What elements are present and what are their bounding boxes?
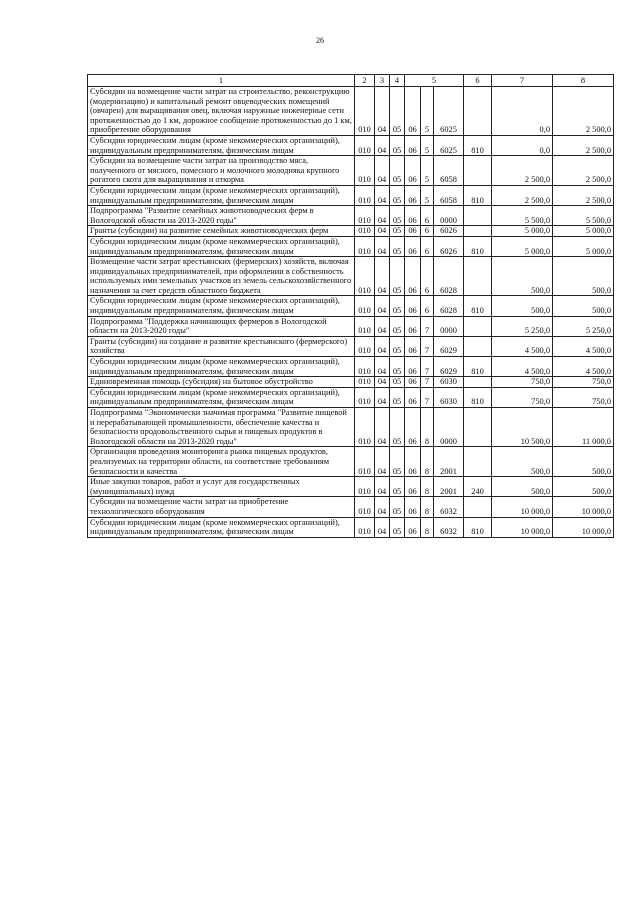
section-code: 04 [375, 236, 390, 256]
target-code-item: 6029 [434, 357, 464, 377]
target-code-item: 6030 [434, 387, 464, 407]
target-code-program: 06 [405, 226, 421, 237]
target-code-item: 0000 [434, 316, 464, 336]
subsection-code: 05 [390, 387, 405, 407]
page-number: 26 [316, 36, 324, 45]
table-row [88, 257, 614, 296]
target-code-item: 6030 [434, 377, 464, 388]
subsection-code: 05 [390, 236, 405, 256]
section-code: 04 [375, 336, 390, 356]
amount-2014: 500,0 [492, 447, 553, 477]
amount-2015: 4 500,0 [553, 336, 614, 356]
subsection-code: 05 [390, 316, 405, 336]
section-code: 04 [375, 408, 390, 447]
expense-type-code [464, 257, 492, 296]
section-code: 04 [375, 257, 390, 296]
amount-2015: 11 000,0 [553, 408, 614, 447]
budget-table [87, 74, 614, 538]
subsection-code: 05 [390, 206, 405, 226]
subsection-code: 05 [390, 517, 405, 537]
target-code-subprogram: 7 [421, 387, 434, 407]
table-row [88, 135, 614, 155]
row-name: Подпрограмма "Экономически значимая программа "Развитие пищевой и перерабатывающей промышленности, обеспечение качества и безопасности продовольственного сырья и пищевых продуктов в Вологодской области на 2013-2020 годы" [88, 408, 355, 447]
chapter-code: 010 [355, 387, 375, 407]
target-code-item: 2001 [434, 477, 464, 497]
target-code-item: 6032 [434, 517, 464, 537]
section-code: 04 [375, 316, 390, 336]
section-code: 04 [375, 206, 390, 226]
target-code-program: 06 [405, 408, 421, 447]
target-code-program: 06 [405, 316, 421, 336]
chapter-code: 010 [355, 135, 375, 155]
chapter-code: 010 [355, 257, 375, 296]
header-col-3: 3 [375, 75, 390, 87]
chapter-code: 010 [355, 226, 375, 237]
chapter-code: 010 [355, 377, 375, 388]
target-code-item: 6029 [434, 336, 464, 356]
row-name: Субсидии на возмещение части затрат на приобретение технологического оборудования [88, 497, 355, 517]
expense-type-code [464, 497, 492, 517]
target-code-subprogram: 8 [421, 517, 434, 537]
target-code-item: 0000 [434, 408, 464, 447]
subsection-code: 05 [390, 447, 405, 477]
target-code-subprogram: 6 [421, 226, 434, 237]
section-code: 04 [375, 135, 390, 155]
target-code-subprogram: 7 [421, 377, 434, 388]
expense-type-code [464, 156, 492, 186]
expense-type-code: 810 [464, 185, 492, 205]
subsection-code: 05 [390, 226, 405, 237]
expense-type-code: 810 [464, 296, 492, 316]
expense-type-code: 810 [464, 135, 492, 155]
target-code-subprogram: 8 [421, 447, 434, 477]
amount-2015: 10 000,0 [553, 497, 614, 517]
target-code-program: 06 [405, 357, 421, 377]
table-row [88, 387, 614, 407]
target-code-program: 06 [405, 336, 421, 356]
subsection-code: 05 [390, 357, 405, 377]
expense-type-code [464, 206, 492, 226]
subsection-code: 05 [390, 336, 405, 356]
subsection-code: 05 [390, 135, 405, 155]
target-code-subprogram: 7 [421, 336, 434, 356]
target-code-subprogram: 6 [421, 236, 434, 256]
amount-2015: 5 500,0 [553, 206, 614, 226]
amount-2015: 500,0 [553, 257, 614, 296]
target-code-subprogram: 5 [421, 87, 434, 136]
amount-2014: 5 500,0 [492, 206, 553, 226]
header-col-6: 6 [464, 75, 492, 87]
header-col-1: 1 [88, 75, 355, 87]
target-code-program: 06 [405, 236, 421, 256]
table-row [88, 236, 614, 256]
chapter-code: 010 [355, 357, 375, 377]
target-code-subprogram: 7 [421, 357, 434, 377]
amount-2014: 500,0 [492, 296, 553, 316]
expense-type-code [464, 447, 492, 477]
amount-2015: 4 500,0 [553, 357, 614, 377]
section-code: 04 [375, 387, 390, 407]
target-code-program: 06 [405, 206, 421, 226]
amount-2014: 4 500,0 [492, 357, 553, 377]
table-row [88, 477, 614, 497]
expense-type-code: 240 [464, 477, 492, 497]
table-row [88, 447, 614, 477]
header-col-2: 2 [355, 75, 375, 87]
chapter-code: 010 [355, 497, 375, 517]
table-row [88, 517, 614, 537]
target-code-subprogram: 6 [421, 296, 434, 316]
row-name: Субсидии на возмещение части затрат на производство мяса, полученного от мясного, помесного и молочного молодняка крупного рогатого скота для выращивания и откорма [88, 156, 355, 186]
subsection-code: 05 [390, 87, 405, 136]
row-name: Подпрограмма "Развитие семейных животноводческих ферм в Вологодской области на 2013-2020 годы" [88, 206, 355, 226]
target-code-item: 6032 [434, 497, 464, 517]
expense-type-code [464, 87, 492, 136]
section-code: 04 [375, 87, 390, 136]
expense-type-code: 810 [464, 357, 492, 377]
target-code-program: 06 [405, 517, 421, 537]
target-code-subprogram: 6 [421, 257, 434, 296]
chapter-code: 010 [355, 336, 375, 356]
header-row [88, 75, 614, 87]
chapter-code: 010 [355, 206, 375, 226]
table-row [88, 377, 614, 388]
target-code-program: 06 [405, 377, 421, 388]
target-code-program: 06 [405, 156, 421, 186]
target-code-item: 6026 [434, 226, 464, 237]
row-name: Гранты (субсидии) на создание и развитие крестьянского (фермерского) хозяйства [88, 336, 355, 356]
target-code-item: 6025 [434, 135, 464, 155]
subsection-code: 05 [390, 185, 405, 205]
target-code-program: 06 [405, 477, 421, 497]
header-col-7: 7 [492, 75, 553, 87]
section-code: 04 [375, 185, 390, 205]
target-code-subprogram: 8 [421, 408, 434, 447]
amount-2014: 500,0 [492, 257, 553, 296]
amount-2014: 2 500,0 [492, 185, 553, 205]
target-code-item: 6028 [434, 257, 464, 296]
expense-type-code: 810 [464, 517, 492, 537]
row-name: Иные закупки товаров, работ и услуг для государственных (муниципальных) нужд [88, 477, 355, 497]
expense-type-code [464, 336, 492, 356]
amount-2014: 4 500,0 [492, 336, 553, 356]
chapter-code: 010 [355, 87, 375, 136]
amount-2015: 500,0 [553, 447, 614, 477]
target-code-item: 6025 [434, 87, 464, 136]
section-code: 04 [375, 156, 390, 186]
amount-2015: 2 500,0 [553, 135, 614, 155]
row-name: Субсидии юридическим лицам (кроме некоммерческих организаций), индивидуальным предпринимателям, физическим лицам [88, 185, 355, 205]
amount-2014: 0,0 [492, 87, 553, 136]
amount-2015: 10 000,0 [553, 517, 614, 537]
amount-2014: 500,0 [492, 477, 553, 497]
target-code-subprogram: 5 [421, 135, 434, 155]
amount-2015: 5 250,0 [553, 316, 614, 336]
section-code: 04 [375, 517, 390, 537]
table-row [88, 156, 614, 186]
section-code: 04 [375, 357, 390, 377]
amount-2014: 10 000,0 [492, 517, 553, 537]
row-name: Субсидии юридическим лицам (кроме некоммерческих организаций), индивидуальным предпринимателям, физическим лицам [88, 357, 355, 377]
target-code-subprogram: 8 [421, 477, 434, 497]
table-row [88, 336, 614, 356]
section-code: 04 [375, 497, 390, 517]
subsection-code: 05 [390, 497, 405, 517]
section-code: 04 [375, 477, 390, 497]
target-code-item: 6058 [434, 185, 464, 205]
subsection-code: 05 [390, 477, 405, 497]
table-row [88, 185, 614, 205]
row-name: Подпрограмма "Поддержка начинающих фермеров в Вологодской области на 2013-2020 годы" [88, 316, 355, 336]
section-code: 04 [375, 377, 390, 388]
expense-type-code [464, 377, 492, 388]
target-code-subprogram: 7 [421, 316, 434, 336]
target-code-subprogram: 6 [421, 206, 434, 226]
expense-type-code [464, 226, 492, 237]
amount-2015: 2 500,0 [553, 87, 614, 136]
row-name: Субсидии юридическим лицам (кроме некоммерческих организаций), индивидуальным предпринимателям, физическим лицам [88, 236, 355, 256]
target-code-program: 06 [405, 447, 421, 477]
table-row [88, 87, 614, 136]
row-name: Субсидии на возмещение части затрат на строительство, реконструкцию (модернизацию) и капитальный ремонт овцеводческих помещений (овчарен) для выращивания овец, включая наружные инженерные сети протяженностью до 1 км, дорожное сообщение протяженностью до 1 км, приобретение оборудования [88, 87, 355, 136]
table-row [88, 206, 614, 226]
row-name: Субсидии юридическим лицам (кроме некоммерческих организаций), индивидуальным предпринимателям, физическим лицам [88, 296, 355, 316]
target-code-program: 06 [405, 497, 421, 517]
table-row [88, 408, 614, 447]
row-name: Возмещение части затрат крестьянских (фермерских) хозяйств, включая индивидуальных предпринимателей, при оформлении в собственность используемых ими земельных участков из земель сельскохозяйственного назначения за счет средств областного бюджета [88, 257, 355, 296]
subsection-code: 05 [390, 377, 405, 388]
subsection-code: 05 [390, 257, 405, 296]
row-name: Субсидии юридическим лицам (кроме некоммерческих организаций), индивидуальным предпринимателям, физическим лицам [88, 517, 355, 537]
amount-2014: 750,0 [492, 387, 553, 407]
expense-type-code [464, 316, 492, 336]
expense-type-code [464, 408, 492, 447]
amount-2014: 0,0 [492, 135, 553, 155]
target-code-program: 06 [405, 87, 421, 136]
amount-2014: 10 500,0 [492, 408, 553, 447]
expense-type-code: 810 [464, 236, 492, 256]
amount-2014: 5 000,0 [492, 236, 553, 256]
chapter-code: 010 [355, 185, 375, 205]
target-code-item: 6028 [434, 296, 464, 316]
header-col-5: 5 [405, 75, 464, 87]
amount-2015: 5 000,0 [553, 226, 614, 237]
amount-2015: 500,0 [553, 296, 614, 316]
amount-2015: 2 500,0 [553, 185, 614, 205]
table-row [88, 357, 614, 377]
row-name: Организация проведения мониторинга рынка пищевых продуктов, реализуемых на территории области, на соответствие требованиям безопасности и качества [88, 447, 355, 477]
target-code-subprogram: 5 [421, 185, 434, 205]
row-name: Субсидии юридическим лицам (кроме некоммерческих организаций), индивидуальным предпринимателям, физическим лицам [88, 135, 355, 155]
section-code: 04 [375, 296, 390, 316]
chapter-code: 010 [355, 156, 375, 186]
table-row [88, 296, 614, 316]
row-name: Единовременная помощь (субсидия) на бытовое обустройство [88, 377, 355, 388]
subsection-code: 05 [390, 408, 405, 447]
target-code-program: 06 [405, 185, 421, 205]
target-code-item: 0000 [434, 206, 464, 226]
amount-2014: 5 000,0 [492, 226, 553, 237]
amount-2015: 750,0 [553, 377, 614, 388]
amount-2015: 5 000,0 [553, 236, 614, 256]
chapter-code: 010 [355, 296, 375, 316]
amount-2014: 10 000,0 [492, 497, 553, 517]
target-code-item: 6058 [434, 156, 464, 186]
header-col-4: 4 [390, 75, 405, 87]
target-code-program: 06 [405, 387, 421, 407]
subsection-code: 05 [390, 296, 405, 316]
target-code-item: 6026 [434, 236, 464, 256]
subsection-code: 05 [390, 156, 405, 186]
table-row [88, 497, 614, 517]
table-row [88, 316, 614, 336]
expense-type-code: 810 [464, 387, 492, 407]
chapter-code: 010 [355, 517, 375, 537]
chapter-code: 010 [355, 447, 375, 477]
chapter-code: 010 [355, 316, 375, 336]
section-code: 04 [375, 226, 390, 237]
amount-2014: 750,0 [492, 377, 553, 388]
row-name: Субсидии юридическим лицам (кроме некоммерческих организаций), индивидуальным предпринимателям, физическим лицам [88, 387, 355, 407]
target-code-program: 06 [405, 135, 421, 155]
target-code-program: 06 [405, 296, 421, 316]
chapter-code: 010 [355, 477, 375, 497]
table-row [88, 226, 614, 237]
chapter-code: 010 [355, 408, 375, 447]
target-code-item: 2001 [434, 447, 464, 477]
amount-2014: 5 250,0 [492, 316, 553, 336]
amount-2014: 2 500,0 [492, 156, 553, 186]
header-col-8: 8 [553, 75, 614, 87]
target-code-program: 06 [405, 257, 421, 296]
section-code: 04 [375, 447, 390, 477]
row-name: Гранты (субсидии) на развитие семейных животноводческих ферм [88, 226, 355, 237]
chapter-code: 010 [355, 236, 375, 256]
target-code-subprogram: 5 [421, 156, 434, 186]
amount-2015: 750,0 [553, 387, 614, 407]
amount-2015: 2 500,0 [553, 156, 614, 186]
target-code-subprogram: 8 [421, 497, 434, 517]
amount-2015: 500,0 [553, 477, 614, 497]
